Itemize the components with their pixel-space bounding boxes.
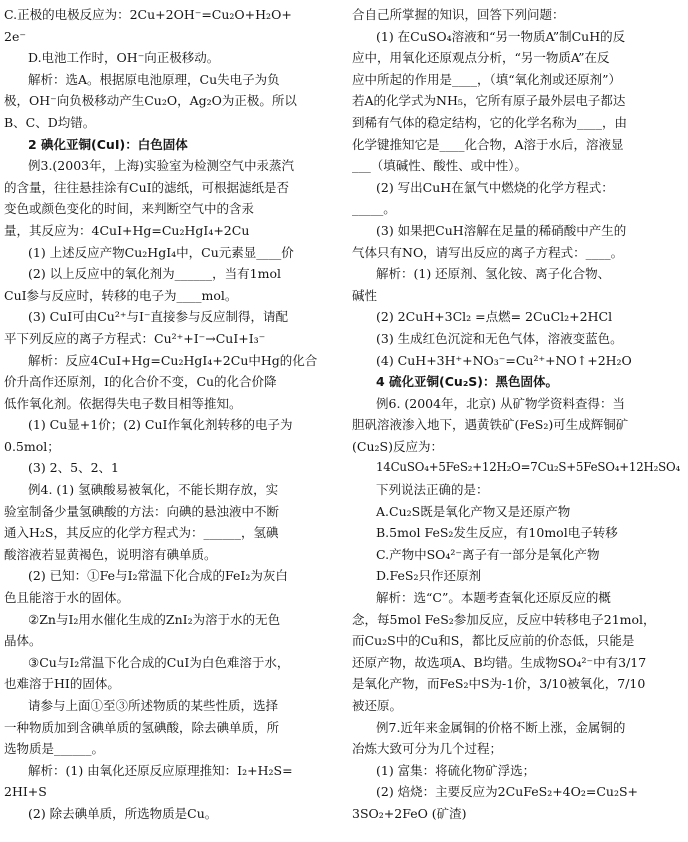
right-column xyxy=(352,4,684,825)
text-line: (1) Cu显+1价；(2) CuI作氧化剂转移的电子为 xyxy=(28,417,293,433)
text-line: ___（填碱性、酸性、或中性）。 xyxy=(352,158,528,174)
text-line: A.Cu₂S既是氧化产物又是还原产物 xyxy=(376,503,571,519)
left-column xyxy=(4,4,336,825)
text-line: ③Cu与I₂常温下化合成的CuI为白色难溶于水， xyxy=(28,654,290,670)
text-line: 量，其反应为：4CuI+Hg=Cu₂HgI₄+2Cu xyxy=(4,222,250,238)
text-line: (4) CuH+3H⁺+NO₃⁻=Cu²⁺+NO↑+2H₂O xyxy=(376,352,632,368)
text-line: 验室制备少量氢碘酸的方法：向碘的悬浊液中不断 xyxy=(4,503,280,519)
text-line: 3SO₂+2FeO (矿渣) xyxy=(352,805,467,821)
text-line: (Cu₂S)反应为： xyxy=(352,438,443,454)
text-line: (1) 在CuSO₄溶液和“另一物质A”制CuH的反 xyxy=(376,28,626,44)
text-line: 通入H₂S，其反应的化学方程式为：______，氢碘 xyxy=(4,525,279,541)
text-line: 应中所起的作用是____，（填“氧化剂或还原剂”） xyxy=(352,71,622,87)
text-line: 解析：反应4CuI+Hg=Cu₂HgI₄+2Cu中Hg的化合 xyxy=(28,352,318,368)
text-line: 变色或颜色变化的时间，来判断空气中的含汞 xyxy=(4,201,255,217)
text-line: 解析：选“C”。本题考查氧化还原反应的概 xyxy=(376,590,611,606)
text-line: 14CuSO₄+5FeS₂+12H₂O=7Cu₂S+5FeSO₄+12H₂SO₄ xyxy=(376,460,681,475)
text-line: C.正极的电极反应为：2Cu+2OH⁻=Cu₂O+H₂O+ xyxy=(4,7,292,22)
text-line: 是氧化产物，而FeS₂中S为-1价，3/10被氧化，7/10 xyxy=(352,676,646,692)
text-line: 化学键推知它是____化合物，A溶于水后，溶液显 xyxy=(352,136,624,152)
text-line: 下列说法正确的是： xyxy=(376,482,489,498)
text-line: (3) 生成红色沉淀和无色气体，溶液变蓝色。 xyxy=(376,330,623,346)
text-line: 的含量，往往悬挂涂有CuI的滤纸，可根据滤纸是否 xyxy=(4,179,290,195)
section-heading: 4 硫化亚铜(Cu₂S)：黑色固体。 xyxy=(376,374,559,390)
text-line: 例3.(2003年，上海)实验室为检测空气中汞蒸汽 xyxy=(28,158,294,174)
text-line: 合自己所掌握的知识，回答下列问题： xyxy=(352,7,565,22)
text-line: _____。 xyxy=(352,201,396,217)
text-line: D.FeS₂只作还原剂 xyxy=(376,568,482,584)
text-line: 而Cu₂S中的Cu和S，都比反应前的价态低，只能是 xyxy=(352,633,635,649)
text-line: (2) 2CuH+3Cl₂ =点燃= 2CuCl₂+2HCl xyxy=(376,309,613,325)
text-line: 解析：(1) 由氧化还原反应原理推知：I₂+H₂S= xyxy=(28,762,293,778)
text-line: (2) 已知：①Fe与I₂常温下化合成的FeI₂为灰白 xyxy=(28,568,288,584)
text-line: (1) 富集：将硫化物矿浮选； xyxy=(376,762,536,778)
text-line: (2) 写出CuH在氯气中燃烧的化学方程式： xyxy=(376,179,614,195)
text-line: 选物质是______。 xyxy=(4,741,105,757)
text-line: 还原产物，故选项A、B均错。生成物SO₄²⁻中有3/17 xyxy=(352,654,647,670)
text-line: CuI参与反应时，转移的电子为____mol。 xyxy=(4,287,238,303)
text-line: 2HI+S xyxy=(4,784,47,800)
text-line: (2) 焙烧：主要反应为2CuFeS₂+4O₂=Cu₂S+ xyxy=(376,784,639,800)
text-line: B、C、D均错。 xyxy=(4,114,96,130)
text-line: 例6. (2004年，北京) 从矿物学资料查得：当 xyxy=(376,395,625,411)
text-line: 应中，用氧化还原观点分析，“另一物质A”在反 xyxy=(352,50,610,66)
section-heading: 2 碘化亚铜(CuI)：白色固体 xyxy=(28,136,188,152)
text-line: 若A的化学式为NH₅，它所有原子最外层电子都达 xyxy=(352,93,626,109)
text-line: 也难溶于HI的固体。 xyxy=(4,676,120,692)
text-line: 冶炼大致可分为几个过程； xyxy=(352,741,503,757)
text-line: 到稀有气体的稳定结构，它的化学名称为____，由 xyxy=(352,114,628,130)
text-line: (3) CuI可由Cu²⁺与I⁻直接参与反应制得，请配 xyxy=(28,309,288,325)
text-line: 气体只有NO，请写出反应的离子方程式：____。 xyxy=(352,244,624,260)
text-line: 色且能溶于水的固体。 xyxy=(4,590,130,606)
text-line: 酸溶液若显黄褐色，说明溶有碘单质。 xyxy=(4,546,217,562)
text-line: 念，每5mol FeS₂参加反应，反应中转移电子21mol， xyxy=(352,611,656,627)
text-line: 0.5mol； xyxy=(4,438,60,454)
text-line: B.5mol FeS₂发生反应，有10mol电子转移 xyxy=(376,525,618,541)
text-line: 被还原。 xyxy=(352,698,403,713)
text-line: (1) 上述反应产物Cu₂HgI₄中，Cu元素显____价 xyxy=(28,244,294,260)
text-line: 解析：选A。根据原电池原理，Cu失电子为负 xyxy=(28,71,280,87)
text-line: 例7.近年来金属铜的价格不断上涨，金属铜的 xyxy=(376,719,626,735)
text-line: (2) 以上反应中的氧化剂为______，当有1mol xyxy=(28,266,282,282)
text-line: 请参与上面①至③所述物质的某些性质，选择 xyxy=(28,698,279,713)
text-line: C.产物中SO₄²⁻离子有一部分是氧化产物 xyxy=(376,546,600,562)
text-line: 胆矾溶液渗入地下，遇黄铁矿(FeS₂)可生成辉铜矿 xyxy=(352,417,629,433)
text-line: 晶体。 xyxy=(4,633,42,649)
text-line: 一种物质加到含碘单质的氢碘酸，除去碘单质，所 xyxy=(4,719,280,735)
text-line: 2e⁻ xyxy=(4,28,26,44)
text-line: 价升高作还原剂，I的化合价不变，Cu的化合价降 xyxy=(4,374,277,390)
text-line: D.电池工作时，OH⁻向正极移动。 xyxy=(28,50,220,66)
text-line: (3) 2、5、2、1 xyxy=(28,460,119,476)
text-line: 平下列反应的离子方程式：Cu²⁺+I⁻→CuI+I₃⁻ xyxy=(4,330,266,346)
text-line: 低作氧化剂。依据得失电子数目相等推知。 xyxy=(4,395,242,411)
text-line: 解析：(1) 还原剂、氢化铵、离子化合物、 xyxy=(376,266,611,282)
text-line: 碱性 xyxy=(352,287,378,303)
text-line: 例4. (1) 氢碘酸易被氧化，不能长期存放，实 xyxy=(28,482,279,498)
text-line: ②Zn与I₂用水催化生成的ZnI₂为溶于水的无色 xyxy=(28,611,281,627)
text-line: 极，OH⁻向负极移动产生Cu₂O，Ag₂O为正极。所以 xyxy=(4,93,297,109)
text-line: (3) 如果把CuH溶解在足量的稀硝酸中产生的 xyxy=(376,222,627,238)
text-line: (2) 除去碘单质，所选物质是Cu。 xyxy=(28,805,218,821)
